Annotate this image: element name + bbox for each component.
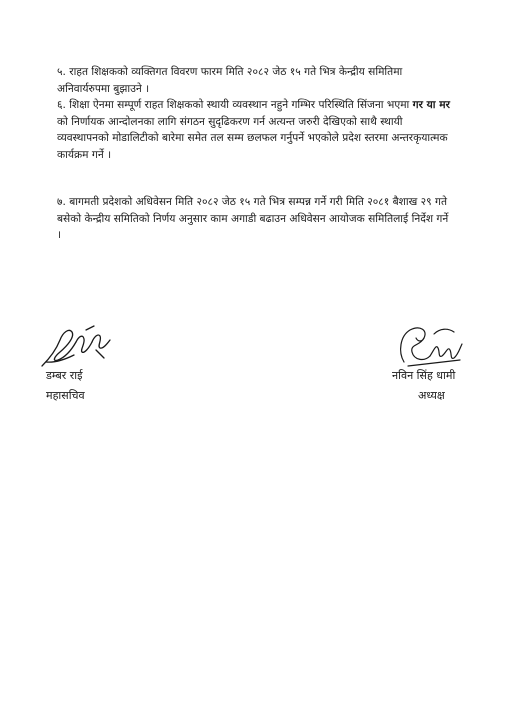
general-secretary-title: महासचिव: [46, 389, 85, 402]
chairperson-title: अध्यक्ष: [418, 389, 445, 402]
decision-item-6-text-start: ६. शिक्षा ऐनमा सम्पूर्ण राहत शिक्षकको स्थायी व्यवस्थान नहुने गम्भिर परिस्थिति सिंजना भएमा: [57, 99, 413, 111]
decision-item-6-slogan: गर या मर: [412, 99, 450, 111]
decision-item-6: [57, 97, 455, 163]
general-secretary-signature: [36, 322, 114, 370]
chairperson-signature: [394, 322, 466, 370]
decision-item-5: ५. राहत शिक्षकको व्यक्तिगत विवरण फारम मिति २०८२ जेठ १५ गते भित्र केन्द्रीय समितिमा अनिवार्यरुपमा बुझाउने ।: [57, 66, 403, 95]
decision-item-7: ७. बागमती प्रदेशको अधिवेसन मिति २०८२ जेठ १५ गते भित्र सम्पन्न गर्ने गरी मिति २०८१ बैशाख २९ गते बसेको केन्द्रीय समितिको निर्णय अनुसार काम अगाडी बढाउन अधिवेसन आयोजक समितिलाई निर्देश गर्ने ।: [57, 196, 449, 241]
chairperson-name: नविन सिंह धामी: [392, 369, 456, 382]
decision-item-6-text-end: को निर्णायक आन्दोलनका लागि संगठन सुदृढिकरण गर्न अत्यन्त जरुरी देखिएको साथै स्थायी व्यवस्थापनको मोडालिटीको बारेमा समेत तल सम्म छलफल गर्नुपर्ने भएकोले प्रदेश स्तरमा अन्तरकृयात्मक कार्यक्रम गर्ने ।: [57, 115, 448, 161]
general-secretary-name: डम्बर राई: [46, 369, 83, 382]
